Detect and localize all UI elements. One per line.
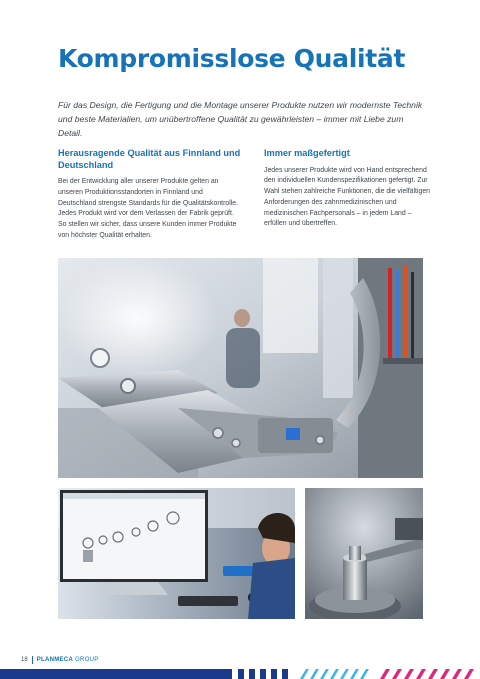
brand-group-label: GROUP xyxy=(75,657,99,663)
page-title: Kompromisslose Qualität xyxy=(58,44,406,73)
section-quality-origin xyxy=(58,148,243,242)
machined-part-photo xyxy=(305,488,423,619)
section-body: Bei der Entwicklung aller unserer Produkte gelten an unseren Produktionsstandorten in Finnland und Deutschland strengste Standards für die Qualitätskontrolle. Jedes Produkt wird vor dem Verlassen der Fabrik geprüft. So stellen wir sicher, dass unsere Kunden immer Produkte von höchster Qualität erhalten. xyxy=(58,178,239,239)
footer-stripe-band xyxy=(0,667,480,679)
brand-logo: PLANMECA xyxy=(36,657,74,663)
section-custom-made xyxy=(264,148,434,230)
page-number: 18 xyxy=(21,657,28,663)
footer-divider xyxy=(32,656,33,664)
cad-computer-photo xyxy=(58,488,295,619)
section-heading: Herausragende Qualität aus Finnland und Deutschland xyxy=(58,148,241,170)
factory-arm-photo xyxy=(58,258,423,478)
page-footer xyxy=(21,655,99,665)
intro-paragraph: Für das Design, die Fertigung und die Montage unserer Produkte nutzen wir modernste Technik und beste Materialien, um unübertroffene Qualität zu gewährleisten – immer mit Liebe zum Detail. xyxy=(58,100,423,138)
section-heading: Immer maßgefertigt xyxy=(264,148,350,158)
section-body: Jedes unserer Produkte wird von Hand entsprechend den individuellen Kundenspezifikationen gefertigt. Zur Wahl stehen zahlreiche Funktionen, die die vielfältigen Anforderungen des zahnmedizinischen und medizinischen Fachpersonals – in jedem Land – erfüllen und übertreffen. xyxy=(264,166,430,228)
